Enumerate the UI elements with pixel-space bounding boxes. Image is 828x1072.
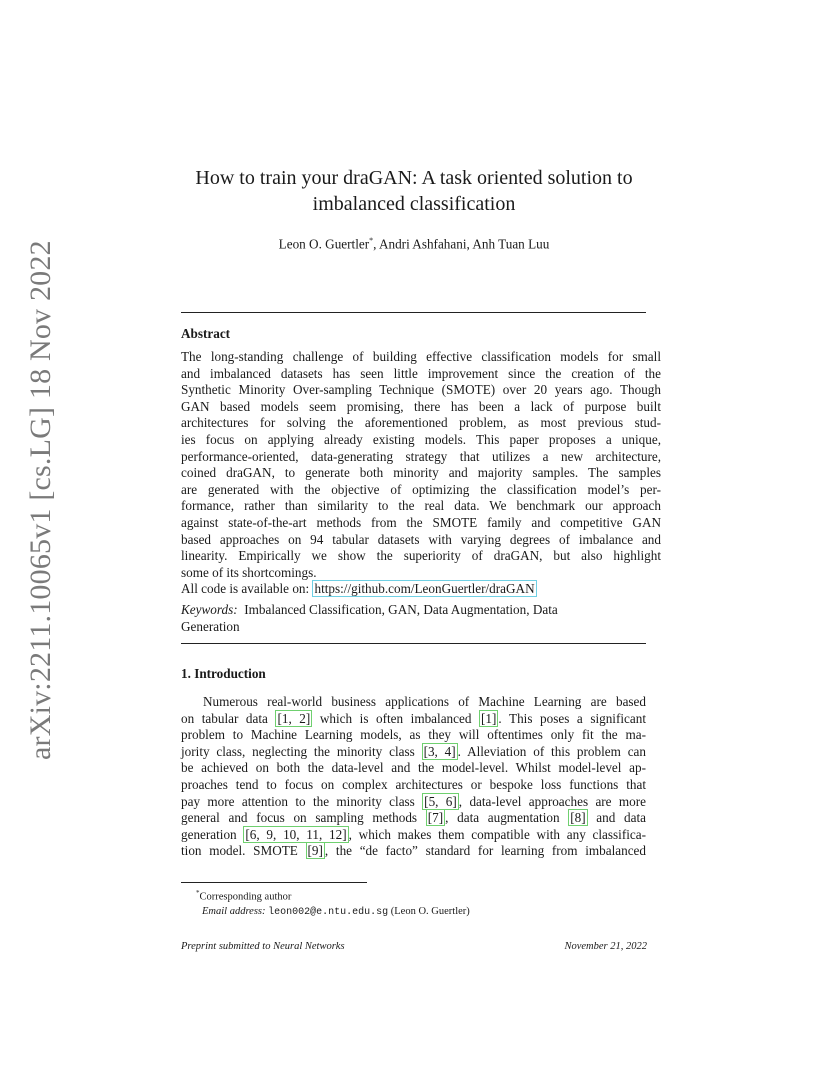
code-availability-label: All code is available on:: [181, 581, 313, 597]
intro-text: general and focus on sampling methods: [181, 810, 426, 826]
abstract-bottom-rule: [181, 643, 646, 644]
introduction-body: [181, 694, 646, 860]
footnote-rule: [181, 882, 367, 883]
intro-text: tion model. SMOTE: [181, 843, 306, 859]
intro-text: . Alleviation of this problem can: [457, 743, 646, 759]
github-link[interactable]: https://github.com/LeonGuertler/draGAN: [314, 581, 535, 597]
intro-line: [181, 843, 646, 860]
citation-link[interactable]: [5, 6]: [424, 793, 457, 809]
email-address[interactable]: leon002@e.ntu.edu.sg: [268, 906, 389, 918]
keywords-line-2: Generation: [181, 618, 240, 634]
intro-text: . This poses a significant: [498, 710, 646, 726]
section-heading-introduction: 1. Introduction: [181, 666, 266, 681]
intro-text: , the “de facto” standard for learning from imbalanced: [324, 843, 646, 859]
abstract-line: are generated with the objective of optimizing the classification model’s per-: [181, 481, 661, 497]
paper-title: [160, 165, 668, 217]
footnote-mark: *: [196, 889, 200, 897]
author-list: [160, 232, 668, 253]
footnote-email: [196, 905, 470, 920]
intro-text: jority class, neglecting the minority class: [181, 743, 422, 759]
intro-text: and data: [587, 810, 646, 826]
preprint-note: Preprint submitted to Neural Networks: [181, 941, 345, 952]
citation-link[interactable]: [9]: [307, 843, 323, 859]
intro-line: [181, 810, 646, 827]
citation-link[interactable]: [8]: [570, 810, 586, 826]
email-label: Email address:: [202, 905, 266, 917]
footnote-corresponding-text: Corresponding author: [199, 891, 292, 903]
email-owner: (Leon O. Guertler): [388, 905, 470, 917]
intro-text: which is often imbalanced: [312, 710, 480, 726]
preprint-date: November 21, 2022: [564, 941, 647, 952]
intro-text: generation: [181, 826, 244, 842]
author-first: Leon O. Guertler: [278, 236, 370, 252]
abstract-line: some of its shortcomings.: [181, 564, 317, 580]
code-availability: [181, 581, 661, 598]
corresponding-author-mark[interactable]: *: [369, 236, 374, 245]
abstract-body: [181, 349, 661, 598]
citation-link[interactable]: [7]: [427, 810, 444, 826]
intro-text: , data-level approaches are more: [458, 793, 646, 809]
citation-link[interactable]: [1]: [481, 710, 497, 726]
citation-link[interactable]: [1, 2]: [277, 710, 311, 726]
abstract-heading: Abstract: [181, 326, 231, 341]
citation-link[interactable]: [3, 4]: [423, 743, 456, 759]
footnote-corresponding: [196, 886, 470, 905]
intro-line: [181, 711, 646, 728]
abstract-line: formance, rather than similarity to the real data. We benchmark our approach: [181, 498, 661, 514]
abstract-line: GAN based models seem promising, there has been a lack of purpose built: [181, 398, 661, 414]
intro-text: , which makes them compatible with any classifica-: [348, 826, 646, 842]
abstract-line: Synthetic Minority Over-sampling Technique (SMOTE) over 20 years ago. Though: [181, 382, 661, 398]
abstract-line: coined draGAN, to generate both minority and majority samples. The samples: [181, 465, 661, 481]
abstract-line: performance-oriented, data-generating strategy that utilizes a new architecture,: [181, 448, 661, 464]
intro-line: [181, 827, 646, 844]
intro-text: on tabular data: [181, 710, 276, 726]
abstract-line: ies focus on applying already existing models. This paper proposes a unique,: [181, 431, 661, 447]
intro-text: , data augmentation: [445, 810, 569, 826]
abstract-line: linearity. Empirically we show the superiority of draGAN, but also highlight: [181, 548, 661, 564]
arxiv-identifier[interactable]: arXiv:2211.10065v1 [cs.LG] 18 Nov 2022: [24, 240, 57, 760]
title-line-1: How to train your draGAN: A task oriented solution to: [195, 167, 633, 189]
citation-link[interactable]: [6, 9, 10, 11, 12]: [245, 826, 347, 842]
intro-line: [181, 794, 646, 811]
intro-line: be achieved on both the data-level and the model-level. Whilst model-level ap-: [181, 760, 646, 776]
keywords-label: Keywords:: [181, 602, 238, 617]
intro-line: proaches tend to focus on complex architectures or bespoke loss functions that: [181, 776, 646, 792]
footnote: [196, 886, 470, 920]
keywords-line-1: Imbalanced Classification, GAN, Data Augmentation, Data: [237, 602, 558, 617]
abstract-line: and imbalanced datasets has seen little improvement since the creation of the: [181, 365, 661, 381]
intro-line: [181, 744, 646, 761]
intro-line: Numerous real-world business applications of Machine Learning are based: [203, 694, 646, 709]
abstract-line: The long-standing challenge of building effective classification models for small: [181, 349, 661, 364]
abstract-line: architectures for solving the aforementioned problem, as most previous stud-: [181, 415, 661, 431]
abstract-line: based approaches on 94 tabular datasets with varying degrees of imbalance and: [181, 531, 661, 547]
intro-line: problem to Machine Learning models, as they will oftentimes only fit the ma-: [181, 727, 646, 743]
keywords: [181, 602, 646, 635]
abstract-line: against state-of-the-art methods from the SMOTE family and competitive GAN: [181, 514, 661, 530]
author-rest: , Andri Ashfahani, Anh Tuan Luu: [373, 236, 550, 252]
title-line-2: imbalanced classification: [312, 193, 516, 215]
abstract-top-rule: [181, 312, 646, 313]
intro-text: pay more attention to the minority class: [181, 793, 423, 809]
